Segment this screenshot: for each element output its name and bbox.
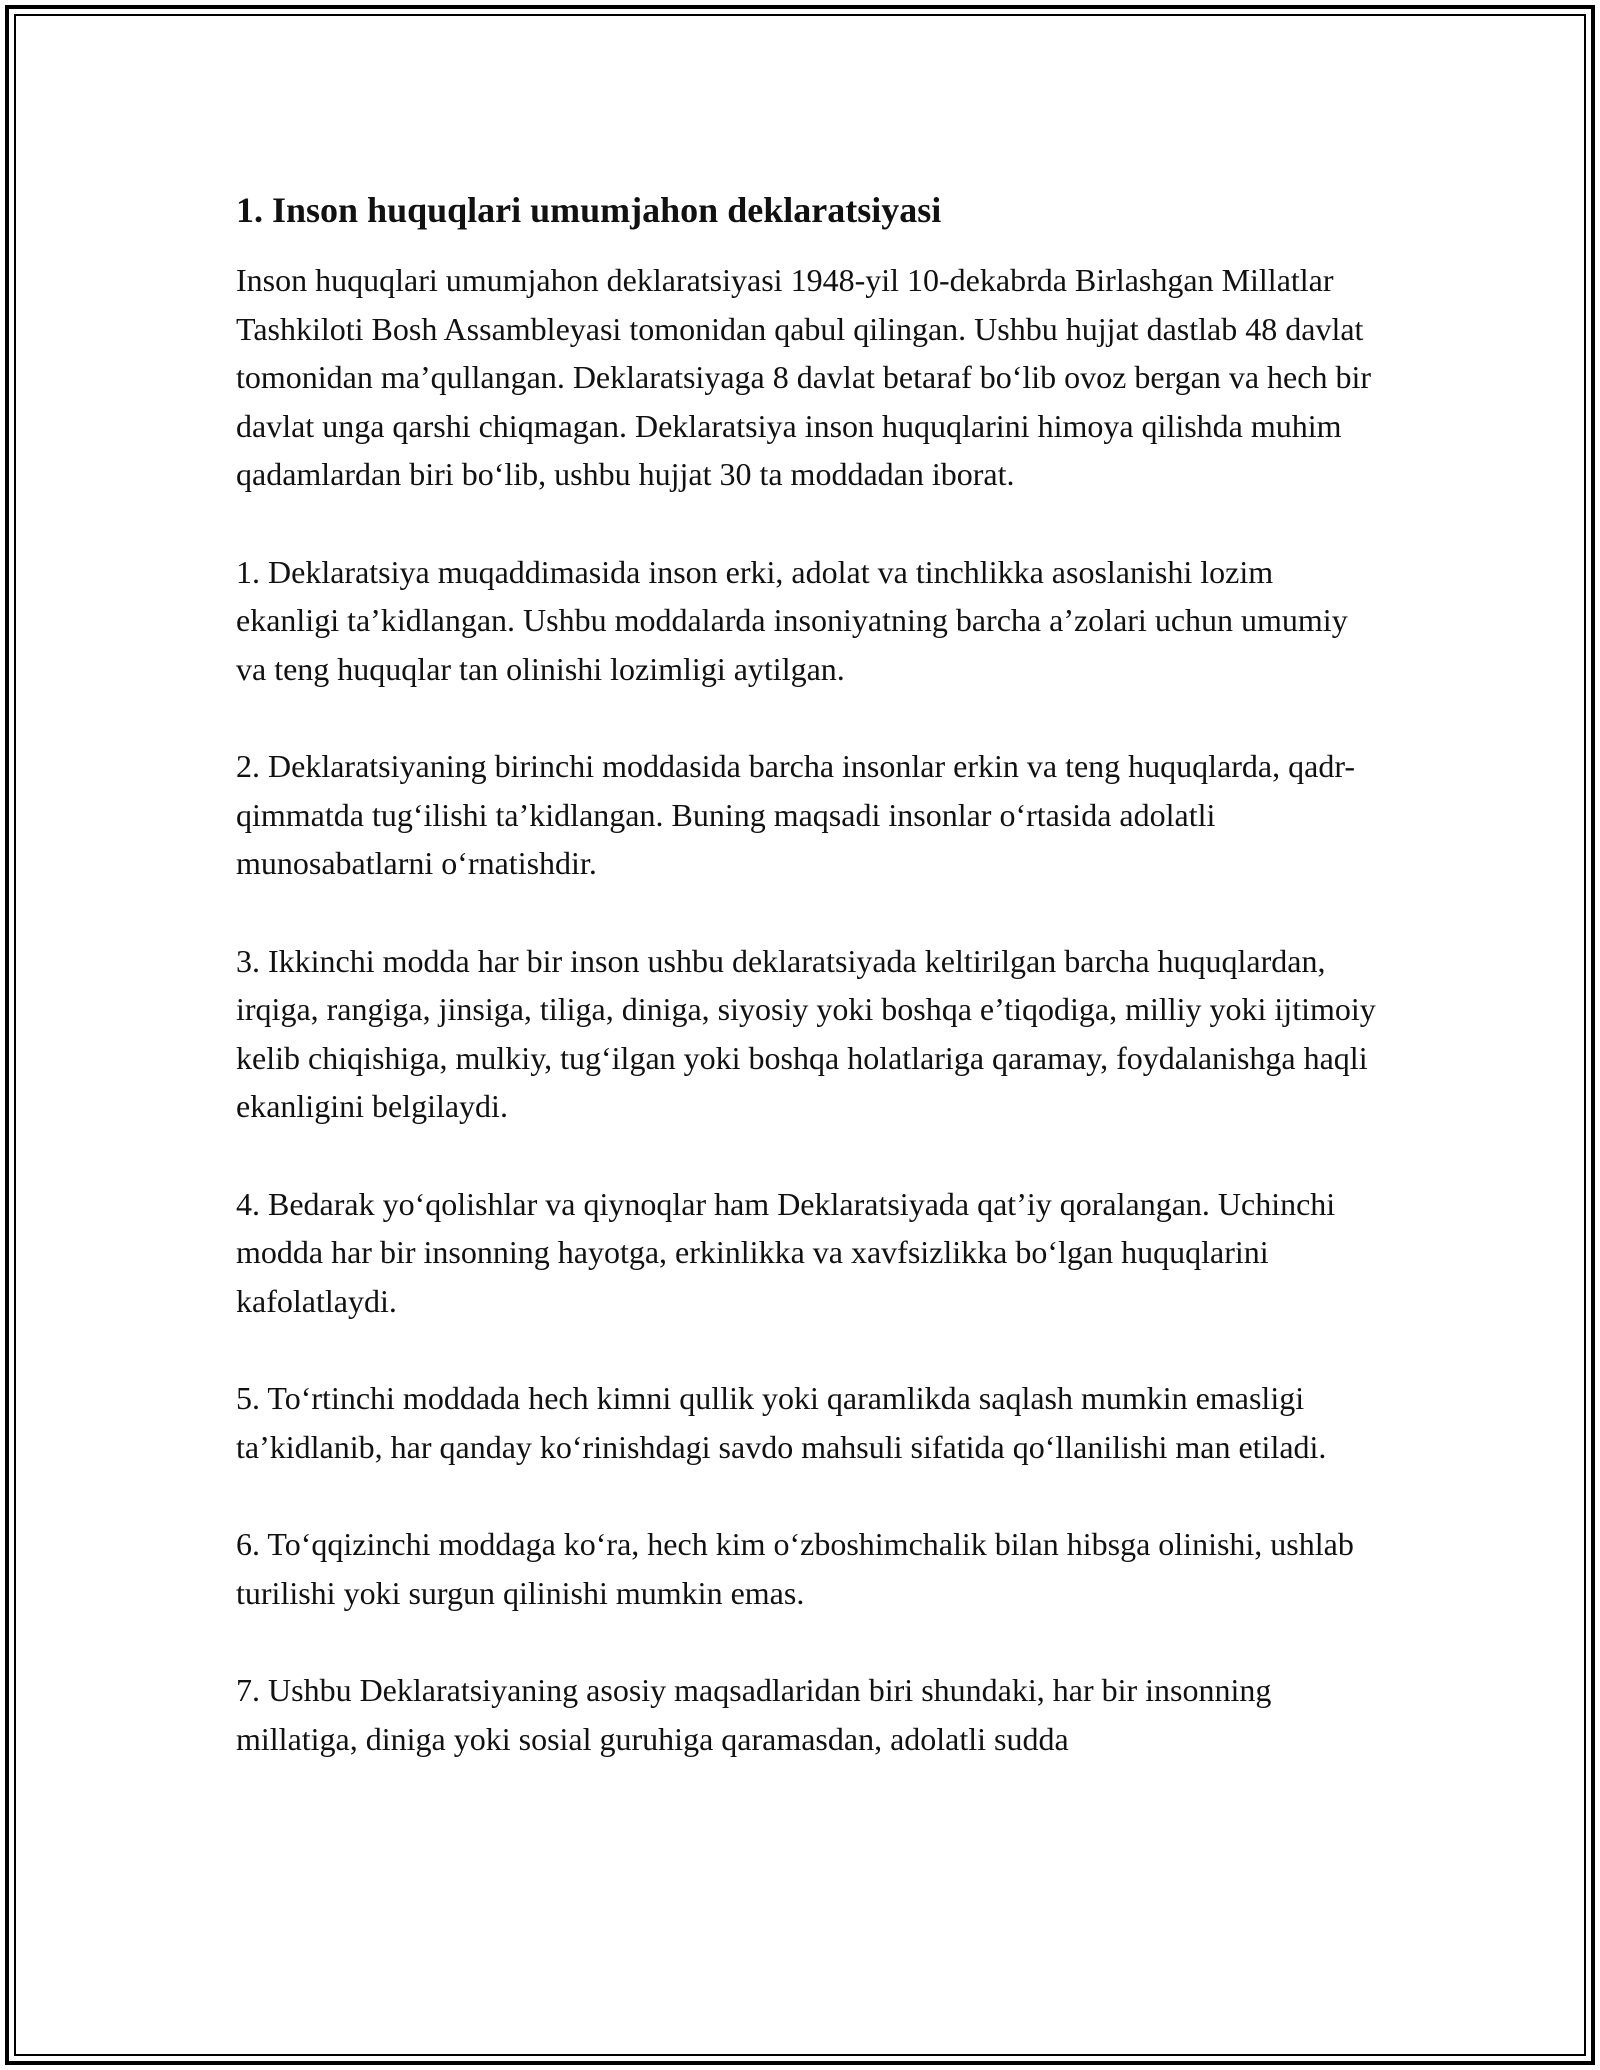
- paragraph-item-7: 7. Ushbu Deklaratsiyaning asosiy maqsadlaridan biri shundaki, har bir insonning millatiga, diniga yoki sosial guruhiga qaramasdan, adolatli sudda: [236, 1672, 1272, 1757]
- paragraph-item-4: 4. Bedarak yo‘qolishlar va qiynoqlar ham Deklaratsiyada qat’iy qoralangan. Uchinchi modda har bir insonning hayotga, erkinlikka va xavfsizlikka bo‘lgan huquqlarini kafolatlaydi.: [236, 1185, 1336, 1319]
- paragraph-item-5: 5. To‘rtinchi moddada hech kimni qullik yoki qaramlikda saqlash mumkin emasligi ta’kidlanib, har qanday ko‘rinishdagi savdo mahsuli sifatida qo‘llanilishi man etiladi.: [236, 1380, 1327, 1465]
- paragraph-intro: Inson huquqlari umumjahon deklaratsiyasi 1948-yil 10-dekabrda Birlashgan Millatlar Tashkiloti Bosh Assambleyasi tomonidan qabul qilingan. Ushbu hujjat dastlab 48 davlat tomonidan ma’qullangan. Deklaratsiyaga 8 davlat betaraf bo‘lib ovoz bergan va hech bir davlat unga qarshi chiqmagan. Deklaratsiya inson huquqlarini himoya qilishda muhim qadamlardan biri bo‘lib, ushbu hujjat 30 ta moddadan iborat.: [236, 262, 1371, 492]
- paragraph-item-2: 2. Deklaratsiyaning birinchi moddasida barcha insonlar erkin va teng huquqlarda, qadr-qimmatda tug‘ilishi ta’kidlangan. Buning maqsadi insonlar o‘rtasida adolatli munosabatlarni o‘rnatishdir.: [236, 748, 1355, 881]
- document-body: [236, 186, 1376, 1812]
- paragraph-item-1: 1. Deklaratsiya muqaddimasida inson erki, adolat va tinchlikka asoslanishi lozim ekanligi ta’kidlangan. Ushbu moddalarda insoniyatning barcha a’zolari uchun umumiy va teng huquqlar tan olinishi lozimligi aytilgan.: [236, 553, 1348, 687]
- paragraph-item-3: 3. Ikkinchi modda har bir inson ushbu deklaratsiyada keltirilgan barcha huquqlardan, irqiga, rangiga, jinsiga, tiliga, diniga, siyosiy yoki boshqa e’tiqodiga, milliy yoki ijtimoiy kelib chiqishiga, mulkiy, tug‘ilgan yoki boshqa holatlariga qaramay, foydalanishga haqli ekanligini belgilaydi.: [236, 942, 1376, 1124]
- paragraph-item-6: 6. To‘qqizinchi moddaga ko‘ra, hech kim o‘zboshimchalik bilan hibsga olinishi, ushlab turilishi yoki surgun qilinishi mumkin emas.: [236, 1526, 1354, 1611]
- section-title: 1. Inson huquqlari umumjahon deklaratsiyasi: [236, 190, 942, 230]
